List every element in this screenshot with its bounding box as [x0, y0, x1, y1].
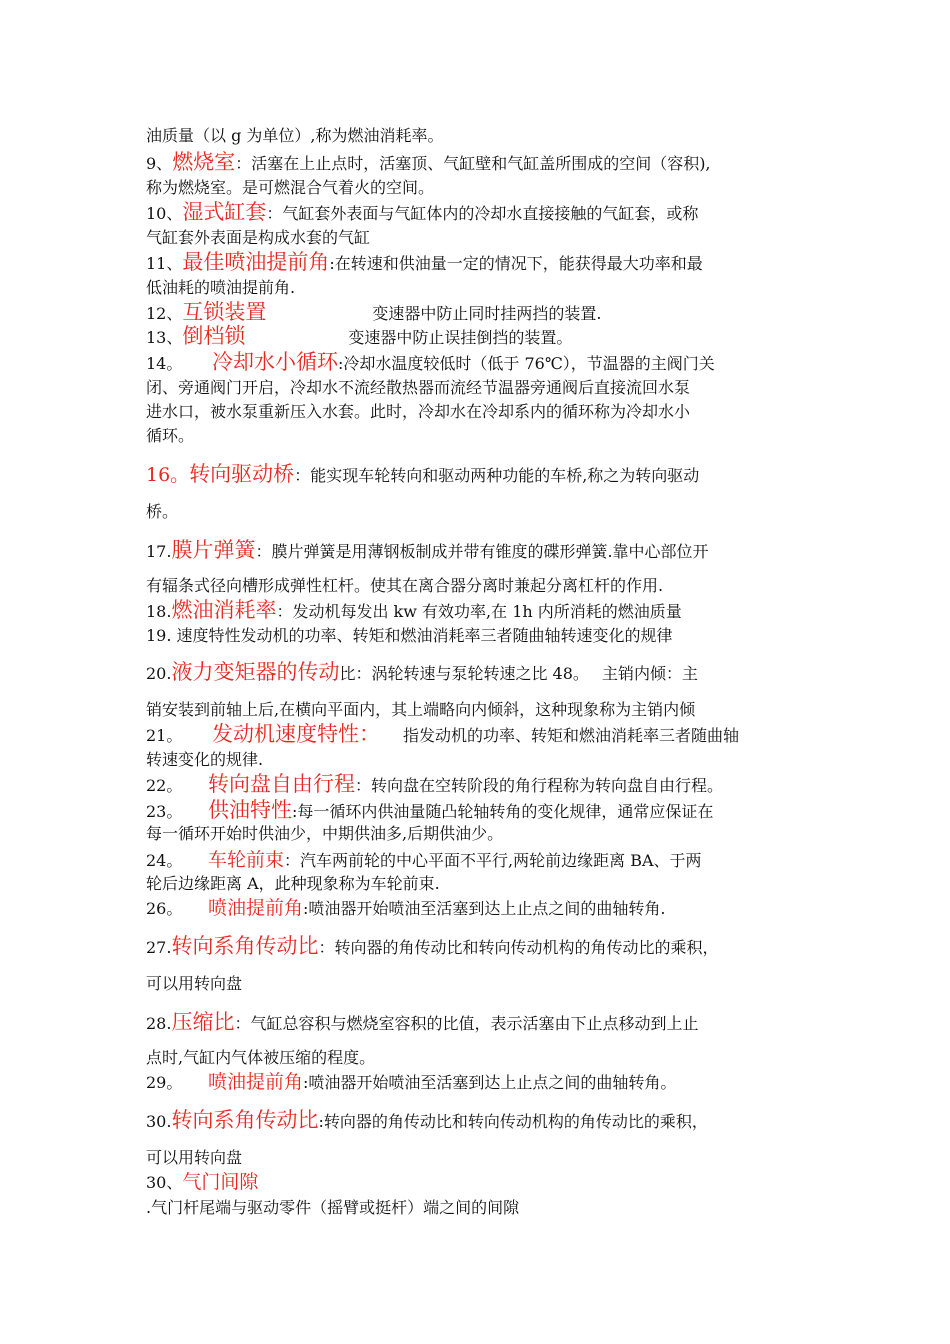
term: 最佳喷油提前角 — [182, 250, 330, 274]
text-line — [146, 750, 263, 770]
definition-line — [146, 540, 709, 562]
definition-line — [146, 1012, 698, 1034]
definition-text: :每一循环内供油量随凸轮轴转角的变化规律，通常应保证在 — [292, 802, 714, 821]
definition-text: 变速器中防止误挂倒挡的装置。 — [348, 328, 573, 347]
line-text: 点时,气缸内气体被压缩的程度。 — [146, 1048, 376, 1067]
item-number: 14。 — [146, 354, 183, 373]
line-text: 称为燃烧室。是可燃混合气着火的空间。 — [146, 178, 435, 197]
item-number: 10、 — [146, 204, 183, 223]
term: 转向盘自由行程 — [208, 772, 355, 796]
definition-text: :喷油器开始喷油至活塞到达上止点之间的曲轴转角. — [303, 899, 666, 918]
term: 转向系角传动比 — [171, 934, 319, 958]
item-number: 30、 — [146, 1173, 183, 1192]
text-line — [146, 626, 673, 646]
term: 冷却水小循环 — [212, 350, 338, 374]
definition-line — [146, 898, 666, 919]
line-text: 有辐条式径向槽形成弹性杠杆。使其在离合器分离时兼起分离杠杆的作用. — [146, 576, 664, 595]
text-line — [146, 974, 242, 994]
line-text: 可以用转向盘 — [146, 974, 243, 993]
definition-line — [146, 774, 723, 796]
item-number: 22。 — [146, 776, 183, 795]
line-text: 可以用转向盘 — [146, 1148, 243, 1167]
line-text: 转速变化的规律. — [146, 750, 264, 769]
text-line — [146, 700, 695, 720]
text-line — [146, 402, 690, 422]
term: 车轮前束 — [208, 849, 285, 871]
line-text: 轮后边缘距离 A，此种现象称为车轮前束. — [146, 874, 440, 893]
item-number: 29。 — [146, 1073, 183, 1092]
definition-line — [146, 202, 698, 224]
line-text: 销安装到前轴上后,在横向平面内，其上端略向内倾斜，这种现象称为主销内倾 — [146, 700, 696, 719]
item-number: 18. — [146, 602, 172, 621]
item-number: 24。 — [146, 851, 183, 870]
item-number: 12、 — [146, 304, 183, 323]
definition-line — [146, 662, 698, 684]
term: 转向系角传动比 — [171, 1108, 319, 1132]
line-text: 油质量（以 g 为单位）,称为燃油消耗率。 — [146, 126, 444, 145]
definition-text: ：汽车两前轮的中心平面不平行,两轮前边缘距离 BA、于两 — [284, 851, 702, 870]
item-number: 30. — [146, 1112, 172, 1131]
definition-line — [146, 152, 711, 174]
term: 转向驱动桥 — [189, 462, 295, 486]
text-line — [146, 824, 503, 844]
text-line — [146, 576, 663, 596]
definition-text: :喷油器开始喷油至活塞到达上止点之间的曲轴转角。 — [303, 1073, 677, 1092]
term: 压缩比 — [171, 1010, 235, 1034]
item-number: 17. — [146, 542, 172, 561]
definition-text: :转向器的角传动比和转向传动机构的角传动比的乘积， — [318, 1112, 708, 1131]
item-number: 20. — [146, 664, 172, 683]
term: 互锁装置 — [182, 300, 267, 324]
text-line — [146, 1198, 519, 1218]
line-text: .气门杆尾端与驱动零件（摇臂或挺杆）端之间的间隙 — [146, 1198, 520, 1217]
text-line — [146, 1148, 242, 1168]
term: 燃油消耗率 — [171, 598, 277, 622]
definition-text: ：活塞在上止点时，活塞顶、气缸壁和气缸盖所围成的空间（容积), — [235, 154, 711, 173]
term: 喷油提前角 — [208, 897, 304, 919]
text-line — [146, 278, 295, 298]
definition-text: ：转向盘在空转阶段的角行程称为转向盘自由行程。 — [355, 776, 724, 795]
definition-text: 变速器中防止同时挂两挡的装置. — [372, 304, 602, 323]
item-number: 27. — [146, 938, 172, 957]
item-number: 28. — [146, 1014, 172, 1033]
term: 膜片弹簧 — [171, 538, 256, 562]
definition-line — [146, 1110, 708, 1132]
definition-text: :在转速和供油量一定的情况下，能获得最大功率和最 — [329, 254, 703, 273]
definition-text: ：转向器的角传动比和转向传动机构的角传动比的乘积， — [318, 938, 719, 957]
definition-line — [146, 724, 739, 746]
line-text: 循环。 — [146, 426, 195, 445]
term: 气门间隙 — [182, 1171, 259, 1193]
term: 倒档锁 — [182, 324, 246, 348]
text-line — [146, 874, 440, 894]
definition-text: ：气缸总容积与燃烧室容积的比值，表示活塞由下止点移动到上止 — [234, 1014, 699, 1033]
term: 湿式缸套 — [182, 200, 267, 224]
line-text: 19. 速度特性发动机的功率、转矩和燃油消耗率三者随曲轴转速变化的规律 — [146, 626, 673, 645]
term: 燃烧室 — [172, 150, 236, 174]
line-text: 低油耗的喷油提前角. — [146, 278, 296, 297]
definition-line — [146, 600, 682, 622]
text-line — [146, 426, 194, 446]
text-line — [146, 178, 434, 198]
item-number: 11、 — [146, 254, 183, 273]
item-number: 13、 — [146, 328, 183, 347]
line-text: 气缸套外表面是构成水套的气缸 — [146, 228, 371, 247]
item-number: 16。 — [146, 464, 190, 486]
definition-text: ：发动机每发出 kw 有效功率,在 1h 内所消耗的燃油质量 — [276, 602, 682, 621]
definition-line — [146, 1172, 258, 1193]
definition-line — [146, 464, 699, 486]
text-line — [146, 1048, 375, 1068]
definition-line — [146, 1072, 676, 1093]
definition-line — [146, 800, 713, 822]
definition-text: 指发动机的功率、转矩和燃油消耗率三者随曲轴 — [403, 726, 740, 745]
item-number: 23。 — [146, 802, 183, 821]
definition-line — [146, 302, 601, 324]
definition-text: ：膜片弹簧是用薄钢板制成并带有锥度的碟形弹簧.靠中心部位开 — [255, 542, 709, 561]
text-line — [146, 228, 370, 248]
text-line — [146, 126, 444, 146]
definition-line — [146, 352, 715, 374]
definition-text: ：能实现车轮转向和驱动两种功能的车桥,称之为转向驱动 — [294, 466, 700, 485]
term: 液力变矩器的传动 — [171, 660, 340, 684]
text-line — [146, 502, 178, 522]
line-text: 每一循环开始时供油少，中期供油多,后期供油少。 — [146, 824, 504, 843]
definition-line — [146, 326, 572, 348]
definition-text: ：气缸套外表面与气缸体内的冷却水直接接触的气缸套，或称 — [266, 204, 699, 223]
term: 发动机速度特性： — [212, 722, 380, 746]
term: 供油特性 — [208, 798, 292, 822]
text-line — [146, 378, 690, 398]
line-text: 闭、旁通阀门开启，冷却水不流经散热器而流经节温器旁通阀后直接流回水泵 — [146, 378, 691, 397]
item-number: 26。 — [146, 899, 183, 918]
definition-text: 比：涡轮转速与泵轮转速之比 48。 主销内倾：主 — [339, 664, 698, 683]
definition-line — [146, 936, 718, 958]
item-number: 9、 — [146, 154, 173, 173]
line-text: 桥。 — [146, 502, 179, 521]
definition-line — [146, 252, 703, 274]
item-number: 21。 — [146, 726, 183, 745]
definition-line — [146, 850, 702, 871]
definition-text: :冷却水温度较低时（低于 76℃），节温器的主阀门关 — [338, 354, 715, 373]
line-text: 进水口，被水泵重新压入水套。此时，冷却水在冷却系内的循环称为冷却水小 — [146, 402, 691, 421]
term: 喷油提前角 — [208, 1071, 304, 1093]
